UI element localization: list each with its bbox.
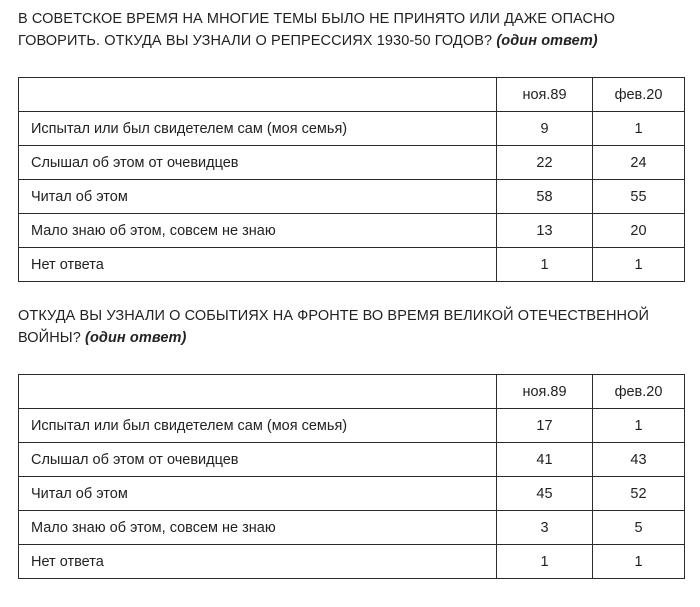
header-empty-cell <box>19 375 497 409</box>
row-label: Нет ответа <box>19 248 497 282</box>
value-cell: 1 <box>593 545 685 579</box>
table-row <box>19 214 685 248</box>
answer-note: (один ответ) <box>85 330 187 346</box>
question-text <box>18 305 686 349</box>
question-text <box>18 8 686 52</box>
row-label: Читал об этом <box>19 180 497 214</box>
value-cell: 1 <box>593 248 685 282</box>
table-header-row <box>19 375 685 409</box>
column-header: ноя.89 <box>497 78 593 112</box>
table-row <box>19 477 685 511</box>
value-cell: 24 <box>593 146 685 180</box>
row-label: Испытал или был свидетелем сам (моя семья) <box>19 409 497 443</box>
table-row <box>19 180 685 214</box>
results-table <box>18 374 685 579</box>
table-row <box>19 545 685 579</box>
value-cell: 9 <box>497 112 593 146</box>
row-label: Читал об этом <box>19 477 497 511</box>
value-cell: 1 <box>497 248 593 282</box>
table-row <box>19 112 685 146</box>
value-cell: 1 <box>593 112 685 146</box>
question-title: ОТКУДА ВЫ УЗНАЛИ О СОБЫТИЯХ НА ФРОНТЕ ВО ВРЕМЯ ВЕЛИКОЙ ОТЕЧЕСТВЕННОЙ ВОЙНЫ? <box>18 308 649 346</box>
column-header: ноя.89 <box>497 375 593 409</box>
question-title: В СОВЕТСКОЕ ВРЕМЯ НА МНОГИЕ ТЕМЫ БЫЛО НЕ ПРИНЯТО ИЛИ ДАЖЕ ОПАСНО ГОВОРИТЬ. ОТКУДА ВЫ УЗНАЛИ О РЕПРЕССИЯХ 1930-50 ГОДОВ? <box>18 11 616 49</box>
row-label: Мало знаю об этом, совсем не знаю <box>19 214 497 248</box>
row-label: Слышал об этом от очевидцев <box>19 146 497 180</box>
answer-note: (один ответ) <box>496 33 598 49</box>
value-cell: 1 <box>497 545 593 579</box>
table-row <box>19 248 685 282</box>
column-header: фев.20 <box>593 78 685 112</box>
value-cell: 17 <box>497 409 593 443</box>
row-label: Слышал об этом от очевидцев <box>19 443 497 477</box>
table-header-row <box>19 78 685 112</box>
row-label: Нет ответа <box>19 545 497 579</box>
value-cell: 20 <box>593 214 685 248</box>
value-cell: 55 <box>593 180 685 214</box>
table-row <box>19 443 685 477</box>
value-cell: 3 <box>497 511 593 545</box>
survey-section-war <box>18 305 686 579</box>
value-cell: 58 <box>497 180 593 214</box>
header-empty-cell <box>19 78 497 112</box>
results-table <box>18 77 685 282</box>
value-cell: 45 <box>497 477 593 511</box>
value-cell: 41 <box>497 443 593 477</box>
value-cell: 43 <box>593 443 685 477</box>
value-cell: 13 <box>497 214 593 248</box>
row-label: Испытал или был свидетелем сам (моя семья) <box>19 112 497 146</box>
value-cell: 5 <box>593 511 685 545</box>
column-header: фев.20 <box>593 375 685 409</box>
value-cell: 22 <box>497 146 593 180</box>
value-cell: 1 <box>593 409 685 443</box>
table-row <box>19 511 685 545</box>
table-row <box>19 146 685 180</box>
value-cell: 52 <box>593 477 685 511</box>
table-row <box>19 409 685 443</box>
row-label: Мало знаю об этом, совсем не знаю <box>19 511 497 545</box>
survey-section-repressions <box>18 8 686 282</box>
